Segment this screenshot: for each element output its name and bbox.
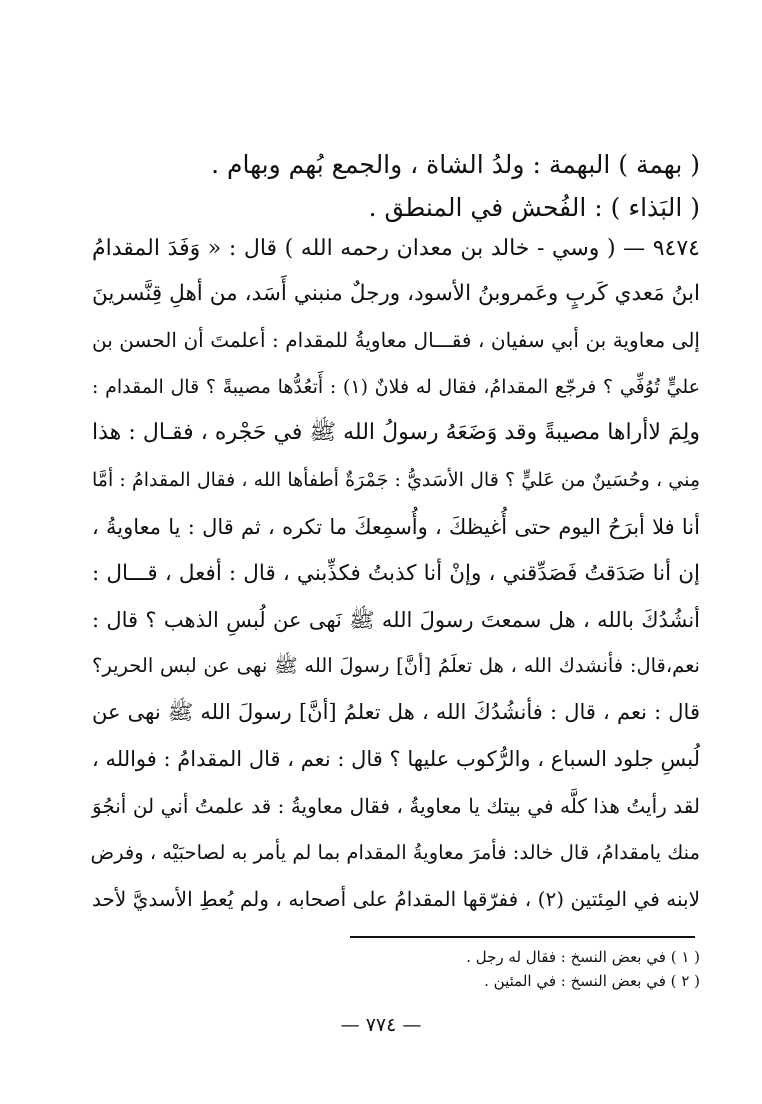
- text-line-4: ابنُ مَعدي كَربٍ وعَمروبنُ الأسود، ورجلٌ منبني أَسَد، من أهلِ قِنَّسرينَ: [92, 281, 700, 306]
- text-line-8: مِني ، وحُسَينٌ من عَليٍّ ؟ قال الأسَديُّ : جَمْرَةٌ أطفأها الله ، فقال المقدامُ : أمَّا: [92, 469, 700, 491]
- text-line-15: لقد رأيتُ هذا كلَّه في بيتك يا معاويةُ ، فقال معاويةُ : قد علمتُ أني لن أنجُوَ: [92, 794, 700, 818]
- footnote-divider: [350, 936, 695, 938]
- text-line-3: ٩٤٧٤ — ( وسي - خالد بن معدان رحمه الله ) قال : « وَفَدَ المقدامُ: [92, 236, 700, 261]
- footnote-2: ( ٢ ) في بعض النسخ : في المئين .: [484, 972, 700, 990]
- text-line-6: عليٍّ تُوُفِّي ؟ فرجّع المقدامُ، فقال له فلانٌ (١) : أَتعُدُّها مصيبةً ؟ قال المقدام :: [92, 376, 700, 398]
- text-line-5: إلى معاوية بن أبي سفيان ، فقـــال معاويةُ للمقدام : أعلمتَ أن الحسن بن: [92, 328, 700, 352]
- text-line-9: أنا فلا أبرَحُ اليوم حتى أُغيظكَ ، وأُسمِعكَ ما تكره ، ثم قال : يا معاويةُ ،: [92, 515, 700, 539]
- text-line-10: إن أنا صَدَقتُ فَصَدِّقني ، وإنْ أنا كذبتُ فكذِّبني ، قال : أفعل ، قـــال :: [92, 561, 700, 586]
- text-line-12: نعم،قال: فأنشدك الله ، هل تعلَمُ [أنَّ] رسولَ الله ﷺ نهى عن لبس الحرير؟: [92, 654, 700, 677]
- text-line-11: أنشُدُكَ بالله ، هل سمعتَ رسولَ الله ﷺ نَهى عن لُبسِ الذهب ؟ قال :: [92, 608, 700, 632]
- text-line-14: لُبسِ جلود السباع ، والرُّكوب عليها ؟ قال : نعم ، قال المقدامُ : فوالله ،: [92, 747, 700, 771]
- page-number: — ٧٧٤ —: [340, 1014, 422, 1036]
- text-line-1: ( بهمة ) البهمة : ولدُ الشاة ، والجمع بُهم وبهام .: [211, 150, 700, 179]
- text-line-2: ( البَذاء ) : الفُحش في المنطق .: [368, 193, 700, 222]
- footnote-1: ( ١ ) في بعض النسخ : فقال له رجل .: [466, 948, 700, 966]
- text-line-7: ولِمَ لاأراها مصيبةً وقد وَضَعَهُ رسولُ الله ﷺ في حَجْره ، فقـال : هذا: [92, 420, 700, 445]
- text-line-13: قال : نعم ، قال : فأنشُدُكَ الله ، هل تعلمُ [أنَّ] رسولَ الله ﷺ نهى عن: [92, 700, 700, 724]
- text-line-16: منك يامقدامُ، قال خالد: فأمرَ معاويةُ المقدام بما لم يأمر به لصاحبَيْه ، وفرض: [90, 841, 700, 864]
- text-line-17: لابنه في المِئتين (٢) ، ففرّقها المقدامُ على أصحابه ، ولم يُعطِ الأسديَّ لأحد: [92, 887, 700, 911]
